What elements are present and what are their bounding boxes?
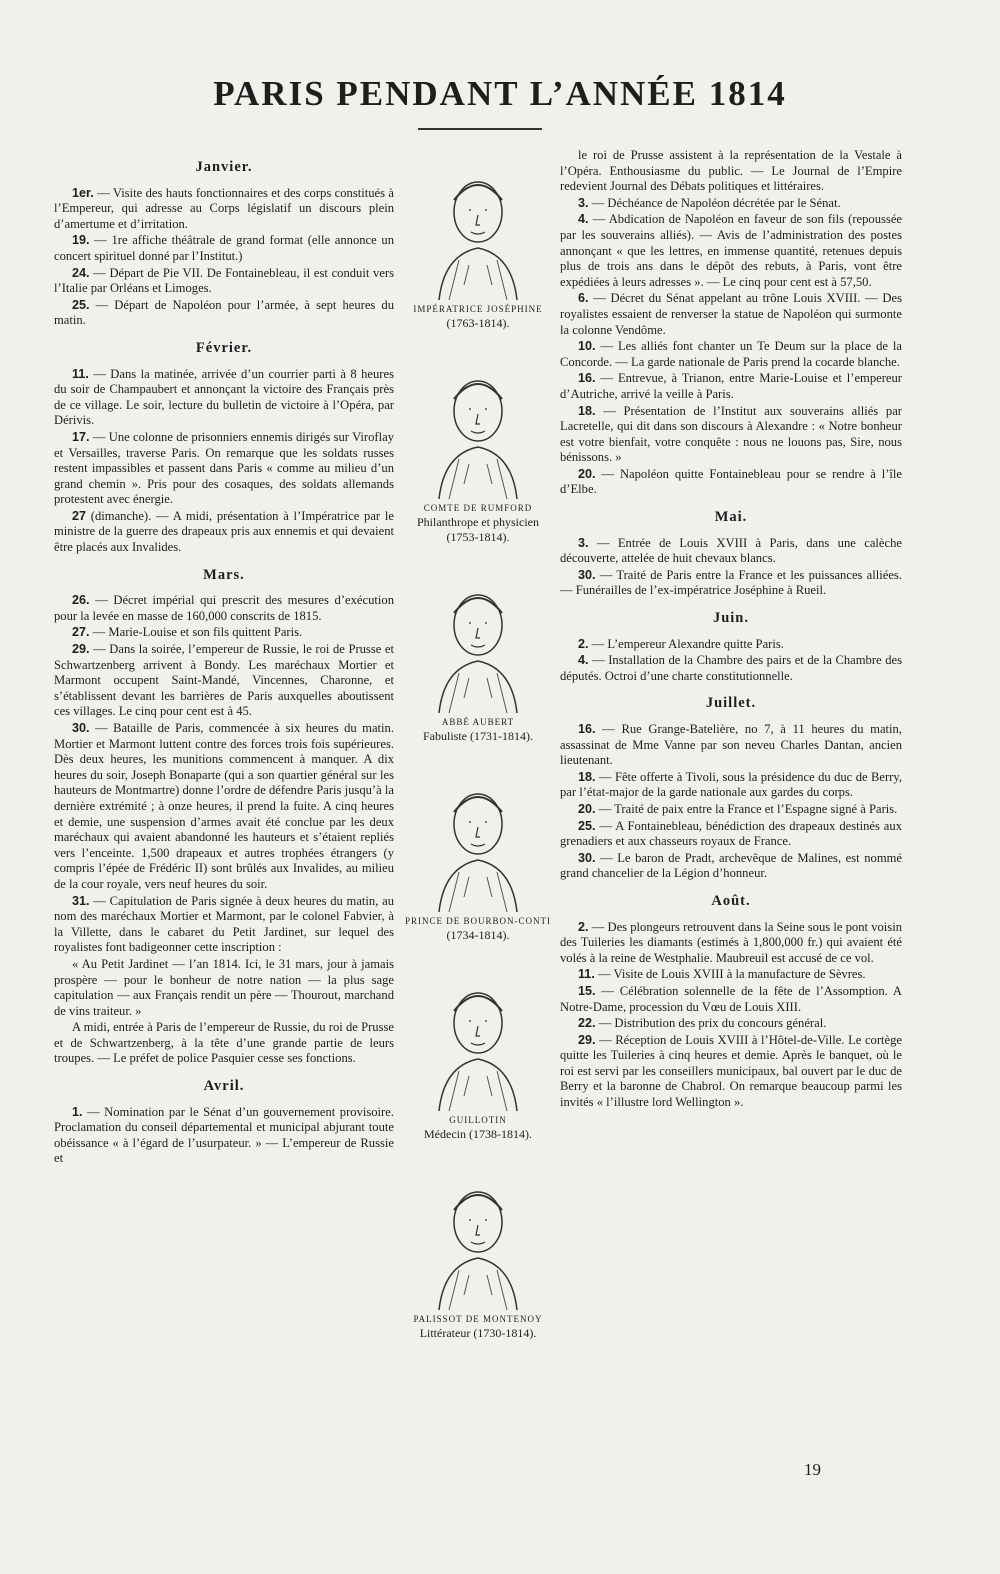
entry-date: 15.: [578, 983, 596, 998]
portrait-engraving: [419, 772, 537, 912]
chronology-entry: [560, 1033, 902, 1111]
entry-text: — Traité de Paris entre la France et les puissances alliées. — Funérailles de l’ex-impératrice Joséphine à Rueil.: [560, 567, 902, 598]
entry-date: 20.: [578, 466, 596, 481]
entry-text: — Réception de Louis XVIII à l’Hôtel-de-Ville. Le cortège quitte les Tuileries à cinq heures et demie. Après le banquet, où le roi est servi par les conseillers municipaux, bal ouvert par le duc de Berry et la baronne de Chabrol. On remarque beaucoup parmi les invités « l’illustre lord Wellington ».: [560, 1032, 902, 1110]
chronology-entry: [54, 1020, 394, 1067]
entry-date: 29.: [578, 1032, 596, 1047]
chronology-entry: [54, 430, 394, 508]
entry-date: 25.: [72, 297, 90, 312]
month-heading: Janvier.: [195, 159, 253, 175]
portrait-block: [404, 160, 552, 331]
entry-date: 25.: [578, 818, 596, 833]
chronology-entry: [54, 721, 394, 893]
entry-date: 11.: [72, 366, 89, 381]
entry-text: (dimanche). — A midi, présentation à l’Impératrice par le ministre de la guerre des drapeaux pris aux ennemis et qui devaient être placés aux Invalides.: [54, 508, 394, 555]
entry-text: — Des plongeurs retrouvent dans la Seine sous le pont voisin des Tuileries les diamants (estimés à 1,800,000 fr.) qui avaient été volés à la reine de Westphalie. Maubreuil est accusé de ce vol.: [560, 919, 902, 965]
portrait-block: [404, 971, 552, 1142]
entry-text: — 1re affiche théâtrale de grand format (elle annonce un concert spirituel donné par l’Institut.): [54, 233, 394, 263]
entry-text: — Une colonne de prisonniers ennemis dirigés sur Viroflay et Versailles, traverse Paris. On remarque que les soldats russes restent impassibles et passent dans Paris « comme au milieu d’un grand chemin ». Pris pour des cosaques, des soldats allemands protestent avec énergie.: [54, 429, 394, 507]
month-heading: Août.: [711, 892, 751, 909]
portrait-subtitle: Littérateur (1730-1814).: [419, 1326, 537, 1340]
right-column: [560, 148, 902, 1112]
entry-date: 26.: [72, 593, 90, 608]
chronology-entry: [560, 770, 902, 801]
month-heading: Juin.: [712, 610, 750, 627]
entry-date: 6.: [578, 291, 589, 306]
chronology-entry: [560, 851, 902, 882]
entry-text: — Célébration solennelle de la fête de l’Assomption. A Notre-Dame, procession du Vœu de Louis XIII.: [560, 983, 902, 1014]
entry-date: 29.: [72, 642, 90, 657]
entry-date: 1er.: [72, 185, 94, 200]
entry-date: 19.: [72, 233, 90, 248]
chronology-entry: [560, 967, 902, 983]
entry-text: — Entrée de Louis XVIII à Paris, dans une calèche découverte, attelée de huit chevaux blancs.: [560, 535, 902, 566]
entry-text: — Nomination par le Sénat d’un gouvernement provisoire. Proclamation du conseil départemental et municipal abjurant toute obéissance « à l’égard de l’usurpateur. » — L’empereur de Russie et: [54, 1104, 394, 1166]
portrait-subtitle: (1763-1814).: [446, 316, 510, 330]
chronology-entry: [560, 568, 902, 599]
portrait-subtitle: Fabuliste (1731-1814).: [423, 729, 533, 743]
entry-text: — Entrevue, à Trianon, entre Marie-Louise et l’empereur d’Autriche, arrivé la veille à Paris.: [560, 371, 902, 401]
entry-date: 3.: [578, 195, 589, 210]
chronology-entry: [54, 186, 394, 233]
portrait-subtitle: Médecin (1738-1814).: [424, 1127, 532, 1141]
entry-date: 27: [72, 508, 87, 523]
entry-date: 2.: [578, 919, 589, 934]
chronology-entry: [560, 637, 902, 653]
portrait-subtitle: Philanthrope et physicien (1753-1814).: [417, 515, 539, 544]
chronology-entry: [54, 593, 394, 624]
portrait-caption: ABBÉ AUBERT: [441, 717, 515, 727]
portrait-block: [404, 359, 552, 545]
chronology-entry: [560, 802, 902, 818]
entry-text: — Abdication de Napoléon en faveur de son fils (repoussée par les souverains alliés). — Avis de l’administration des postes annonçant « que les lettres, en immense quantité, retenues depuis plus de trois ans dans le dépôt des rebuts, à Paris, vont être expédiées à leurs adresses ». — Le cinq pour cent est à 57,50.: [560, 212, 902, 289]
entry-text: — Déchéance de Napoléon décrétée par le Sénat.: [588, 195, 841, 210]
title-rule: [418, 128, 542, 130]
entry-text: — Départ de Pie VII. De Fontainebleau, il est conduit vers l’Italie par Orléans et Limoges.: [54, 265, 394, 296]
entry-date: 31.: [72, 893, 90, 908]
entry-text: — Distribution des prix du concours général.: [595, 1016, 827, 1031]
month-heading: Juillet.: [705, 695, 757, 712]
page-title: PARIS PENDANT L’ANNÉE 1814: [213, 74, 787, 113]
entry-date: 3.: [578, 535, 589, 550]
entry-date: 16.: [578, 722, 596, 736]
chronology-entry: [54, 894, 394, 956]
chronology-entry: [54, 367, 394, 429]
entry-text: — L’empereur Alexandre quitte Paris.: [588, 636, 784, 651]
chronology-entry: [560, 291, 902, 338]
entry-text: — Présentation de l’Institut aux souverains alliés par Lacretelle, qui dit dans son discours à Alexandre : « Notre bonheur est votre bienfait, votre conquête : nous ne louons pas, Sire, nous bénissons. »: [560, 403, 902, 465]
page-number: 19: [804, 1460, 821, 1479]
chronology-entry: [560, 339, 902, 370]
entry-text: — Traité de paix entre la France et l’Espagne signé à Paris.: [595, 801, 898, 816]
entry-text: « Au Petit Jardinet — l’an 1814. Ici, le 31 mars, jour à jamais prospère — pour le bonheur de notre nation — la plus sage capitulation — aux Français rendit un père — Thourout, marchand de vins traiteur. »: [54, 956, 394, 1018]
portrait-engraving: [419, 1170, 537, 1310]
entry-text: — Rue Grange-Batelière, no 7, à 11 heures du matin, assassinat de Mme Vanne par son neveu Charles Dantan, ancien lieutenant.: [560, 722, 902, 768]
entry-text: — Départ de Napoléon pour l’armée, à sept heures du matin.: [54, 297, 394, 328]
entry-text: — Visite de Louis XVIII à la manufacture de Sèvres.: [594, 967, 866, 982]
chronology-entry: [560, 819, 902, 850]
entry-text: — Décret du Sénat appelant au trône Louis XVIII. — Des royalistes essaient de renverser la statue de Napoléon qui surmonte la colonne Vendôme.: [560, 291, 902, 337]
entry-date: 4.: [578, 653, 589, 668]
entry-text: le roi de Prusse assistent à la représentation de la Vestale à l’Opéra. Enthousiasme du public. — Le Journal de l’Empire redevient Journal des Débats politiques et littéraires.: [560, 148, 902, 194]
portrait-caption: IMPÉRATRICE JOSÉPHINE: [413, 304, 543, 314]
entry-text: — Visite des hauts fonctionnaires et des corps constitués à l’Empereur, qui adresse au Corps législatif un discours plein d’amertume et d’irritation.: [54, 185, 394, 231]
entry-date: 24.: [72, 265, 90, 280]
entry-date: 18.: [578, 769, 596, 784]
entry-text: — A Fontainebleau, bénédiction des drapeaux destinés aux grenadiers et aux chasseurs royaux de France.: [560, 818, 902, 849]
chronology-entry: [54, 233, 394, 264]
entry-text: — Capitulation de Paris signée à deux heures du matin, au nom des maréchaux Mortier et Marmont, par le colonel Fabvier, à la Villette, dans le cabaret du Petit Jardinet, sur lequel des royalistes font badigeonner cette inscription :: [54, 893, 394, 955]
month-heading: Mars.: [203, 566, 245, 583]
entry-date: 17.: [72, 429, 90, 444]
chronology-entry: [560, 371, 902, 402]
chronology-entry: [54, 298, 394, 329]
portrait-block: [404, 573, 552, 744]
chronology-entry: [560, 653, 902, 684]
entry-text: A midi, entrée à Paris de l’empereur de Russie, du roi de Prusse et de Schwartzenberg, à la tête d’une grande partie de leurs troupes. — Le préfet de police Pasquier cesse ses fonctions.: [54, 1020, 394, 1066]
chronology-entry: [560, 212, 902, 290]
portrait-caption: PALISSOT DE MONTENOY: [413, 1314, 543, 1324]
month-heading: Mai.: [714, 509, 748, 526]
portrait-engraving: [419, 573, 537, 713]
entry-text: — Marie-Louise et son fils quittent Paris.: [89, 625, 303, 640]
chronology-entry: [54, 642, 394, 720]
month-heading: Février.: [195, 339, 253, 356]
entry-date: 22.: [578, 1016, 596, 1031]
entry-text: — Napoléon quitte Fontainebleau pour se rendre à l’île d’Elbe.: [560, 466, 902, 497]
portrait-caption: PRINCE DE BOURBON-CONTI: [404, 916, 551, 926]
chronology-entry: [54, 1105, 394, 1167]
entry-text: — Les alliés font chanter un Te Deum sur la place de la Concorde. — La garde nationale de Paris prend la cocarde blanche.: [560, 339, 902, 369]
entry-date: 30.: [72, 721, 90, 735]
portrait-engraving: [419, 359, 537, 499]
entry-date: 2.: [578, 636, 589, 651]
portrait-subtitle: (1734-1814).: [446, 928, 510, 942]
portrait-block: [404, 772, 552, 943]
chronology-entry: [54, 266, 394, 297]
portrait-block: [404, 1170, 552, 1341]
chronology-entry: [560, 404, 902, 466]
portrait-engraving: [419, 160, 537, 300]
entry-text: — Le baron de Pradt, archevêque de Malines, est nommé grand chancelier de la Légion d’honneur.: [560, 850, 902, 881]
entry-text: — Bataille de Paris, commencée à six heures du matin. Mortier et Marmont luttent contre des forces trois fois supérieures. Dès deux heures, les munitions commencent à manquer. A dix heures du soir, Joseph Bonaparte (qui a son quartier général sur les hauteurs de Montmartre) donne l’ordre de défendre Paris jusqu’à la dernière extrémité ; à onze heures, il prend la fuite. A cinq heures et demie, une suspension d’armes avait été conclue par les deux maréchaux qui avaient abandonné les hauteurs et s’étaient repliés vers l’enceinte. 1,500 drapeaux et autres trophées étrangers (y compris l’épée de Frédéric II) sont brûlés aux Invalides, au milieu de la cour royale, vers neuf heures du soir.: [54, 721, 394, 891]
left-column: [54, 148, 394, 1168]
portrait-column: [404, 160, 552, 1369]
entry-date: 11.: [578, 967, 595, 982]
entry-date: 1.: [72, 1104, 83, 1119]
entry-date: 27.: [72, 625, 90, 640]
entry-text: — Dans la matinée, arrivée d’un courrier parti à 8 heures du soir de Champaubert et annonçant la victoire des Français près de ce village. Le soir, lecture du bulletin de victoire à l’Opéra, par Dérivis.: [54, 366, 394, 428]
portrait-caption: COMTE DE RUMFORD: [423, 503, 533, 513]
entry-date: 16.: [578, 371, 596, 386]
entry-date: 30.: [578, 850, 596, 865]
chronology-entry: [560, 722, 902, 769]
chronology-entry: [54, 625, 394, 641]
chronology-entry: [54, 509, 394, 556]
chronology-entry: [560, 920, 902, 967]
entry-text: — Dans la soirée, l’empereur de Russie, le roi de Prusse et Schwartzenberg arrivent à Bondy. Les maréchaux Mortier et Marmont occupent Saint-Mandé, Vincennes, Charonne, et s’établissent devant les barrières de Paris auxquelles aboutissent ces villages. Le cinq pour cent est à 45.: [54, 642, 394, 719]
entry-date: 20.: [578, 801, 596, 816]
chronology-entry: [560, 148, 902, 195]
entry-text: — Décret impérial qui prescrit des mesures d’exécution pour la levée en masse de 160,000 conscrits de 1815.: [54, 593, 394, 623]
chronology-entry: [560, 1016, 902, 1032]
entry-date: 4.: [578, 212, 589, 227]
month-heading: Avril.: [203, 1078, 245, 1095]
entry-text: — Installation de la Chambre des pairs et de la Chambre des députés. Octroi d’une charte constitutionnelle.: [560, 653, 902, 683]
portrait-caption: GUILLOTIN: [449, 1115, 507, 1125]
chronology-entry: [560, 467, 902, 498]
chronology-entry: [560, 984, 902, 1015]
chronology-entry: [560, 196, 902, 212]
entry-date: 30.: [578, 567, 596, 582]
entry-date: 10.: [578, 339, 596, 354]
portrait-engraving: [419, 971, 537, 1111]
chronology-entry: [54, 957, 394, 1019]
entry-text: — Fête offerte à Tivoli, sous la présidence du duc de Berry, par l’état-major de la garde nationale aux gardes du corps.: [560, 769, 902, 800]
entry-date: 18.: [578, 403, 596, 418]
chronology-entry: [560, 536, 902, 567]
